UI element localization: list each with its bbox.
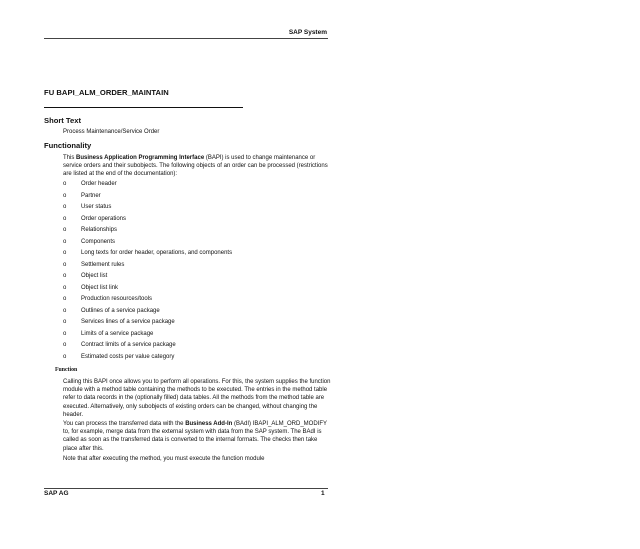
list-item-text: Outlines of a service package <box>81 307 160 314</box>
intro-bold-term: Business Application Programming Interface <box>76 155 205 161</box>
list-item-text: Production resources/tools <box>81 296 153 302</box>
bullet-marker: o <box>63 204 67 210</box>
title-rule <box>44 107 243 108</box>
list-item-text: Order operations <box>81 215 127 222</box>
intro-prefix: This <box>63 155 77 161</box>
document-title: FU BAPI_ALM_ORDER_MAINTAIN <box>44 88 169 97</box>
list-item-text: Partner <box>81 192 101 199</box>
list-item-text: Order header <box>81 181 117 187</box>
list-item-text: Services lines of a service package <box>81 319 175 325</box>
para2-bold-term: Business Add-In <box>185 421 233 427</box>
header-system-label: SAP System <box>288 29 327 36</box>
functionality-heading: Functionality <box>44 141 92 150</box>
bullet-marker: o <box>63 284 67 291</box>
intro-paragraph <box>63 154 331 179</box>
bullet-marker: o <box>63 261 67 268</box>
bullet-marker: o <box>63 250 67 256</box>
function-heading: Function <box>55 367 78 373</box>
header-divider <box>44 38 328 39</box>
bullet-marker: o <box>63 342 67 348</box>
function-paragraph-1: Calling this BAPI once allows you to perform all operations. For this, the system supplies the function module with a method table containing the methods to be executed. The entries in the method table refer to data records in the (optionally filled) data tables. All the methods from the method table are executed. Alternatively, only subobjects of existing orders can be changed, without changing the header. <box>63 379 331 418</box>
short-text-value: Process Maintenance/Service Order <box>63 129 160 135</box>
bullet-marker: o <box>63 307 67 314</box>
function-paragraph-2 <box>63 420 331 453</box>
bullet-marker: o <box>63 319 67 325</box>
list-item-text: Estimated costs per value category <box>81 353 175 360</box>
para2-suffix: (BAdI) IBAPI_ALM_ORD_MODIFY to, for example, merge data from the external system with data from the SAP system. The BAdI is called as soon as the transferred data is converted to the internal formats. The checks then take place after this. <box>63 421 327 452</box>
bullet-marker: o <box>63 296 67 302</box>
function-paragraph-3: Note that after executing the method, you must execute the function module <box>63 456 265 462</box>
list-item-text: Settlement rules <box>81 261 125 268</box>
list-item-text: Relationships <box>81 227 118 233</box>
list-item-text: User status <box>81 204 112 210</box>
footer-page-number: 1 <box>321 490 325 497</box>
intro-suffix: (BAPI) is used to change maintenance or service orders and their subobjects. The following objects of an order can be processed (restrictions are listed at the end of the documentation): <box>63 155 328 178</box>
footer-divider <box>44 488 328 489</box>
para2-prefix: You can process the transferred data with the <box>63 421 186 427</box>
list-item-text: Long texts for order header, operations, and components <box>81 250 233 256</box>
list-item-text: Components <box>81 238 116 245</box>
bullet-marker: o <box>63 273 67 279</box>
short-text-heading: Short Text <box>44 116 81 125</box>
footer-company: SAP AG <box>44 490 69 497</box>
bullet-marker: o <box>63 181 67 187</box>
list-item-text: Limits of a service package <box>81 330 154 337</box>
list-item-text: Object list <box>81 273 108 279</box>
bullet-marker: o <box>63 215 67 222</box>
bullet-marker: o <box>63 353 67 360</box>
bullet-marker: o <box>63 238 67 245</box>
bullet-marker: o <box>63 330 67 337</box>
list-item-text: Object list link <box>81 284 119 291</box>
bullet-marker: o <box>63 192 67 199</box>
list-item-text: Contract limits of a service package <box>81 342 176 348</box>
bullet-marker: o <box>63 227 67 233</box>
